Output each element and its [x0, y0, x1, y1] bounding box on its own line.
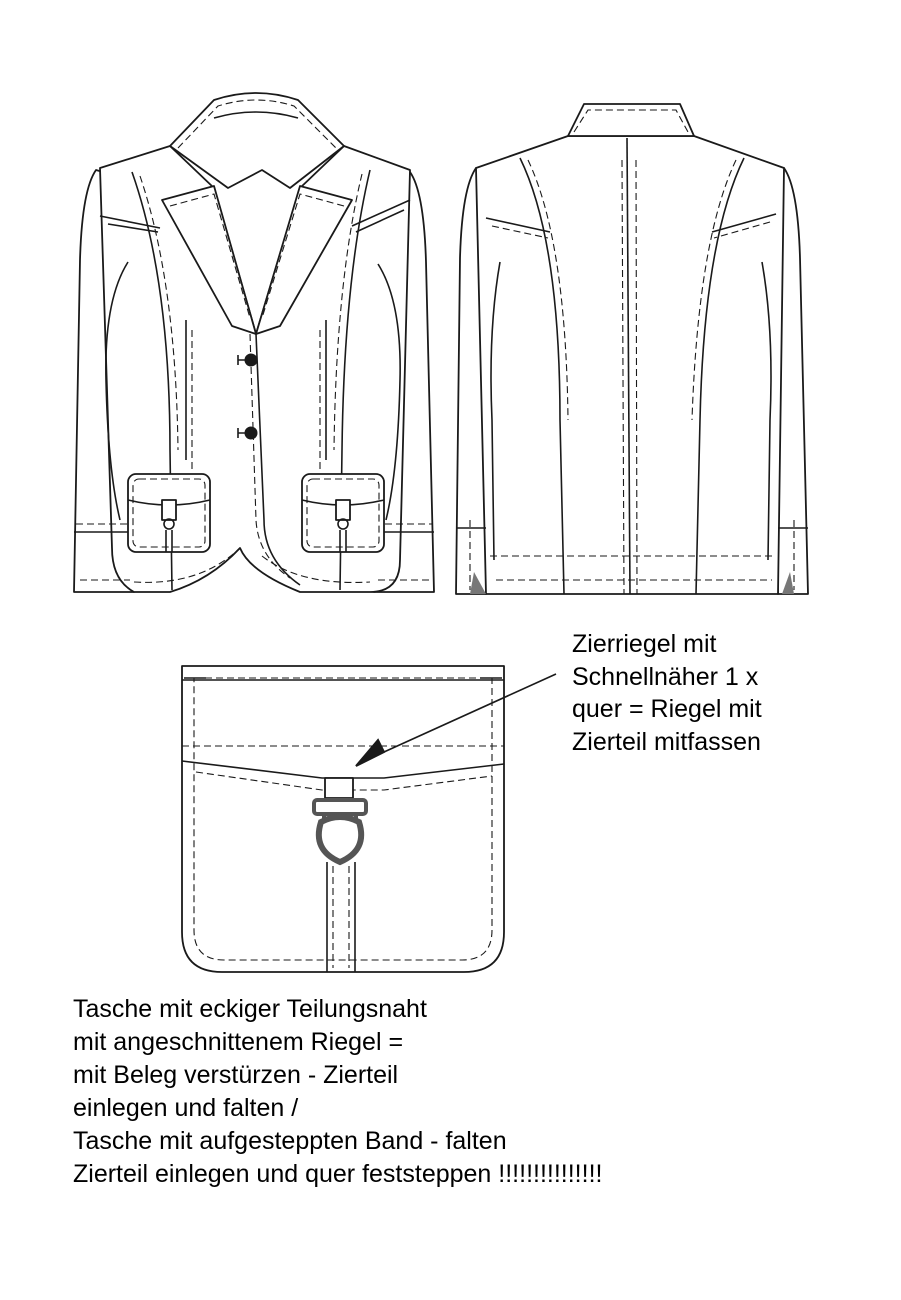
note-line: Tasche mit eckiger Teilungsnaht [73, 995, 427, 1023]
callout-line: quer = Riegel mit [572, 695, 762, 723]
callout-line: Schnellnäher 1 x [572, 662, 759, 691]
back-collar [568, 104, 694, 136]
note-line: mit Beleg verstürzen - Zierteil [73, 1061, 399, 1089]
note-line: Zierteil einlegen und quer feststeppen !!!!!!!!!!!!!!! [73, 1160, 603, 1188]
note-line: einlegen und falten / [73, 1094, 299, 1122]
callout-text [572, 628, 872, 758]
riegel-tab [325, 778, 353, 798]
construction-notes [73, 993, 873, 1191]
front-pocket-right [302, 474, 384, 552]
jacket-front [74, 93, 434, 592]
front-pocket-left [128, 474, 210, 552]
callout-line: Zierriegel mit [572, 630, 717, 658]
jacket-back [456, 104, 808, 594]
pocket-detail [182, 666, 556, 972]
note-line: mit angeschnittenem Riegel = [73, 1028, 404, 1056]
callout-line: Zierteil mitfassen [572, 727, 761, 756]
note-line: Tasche mit aufgesteppten Band - falten [73, 1127, 507, 1155]
